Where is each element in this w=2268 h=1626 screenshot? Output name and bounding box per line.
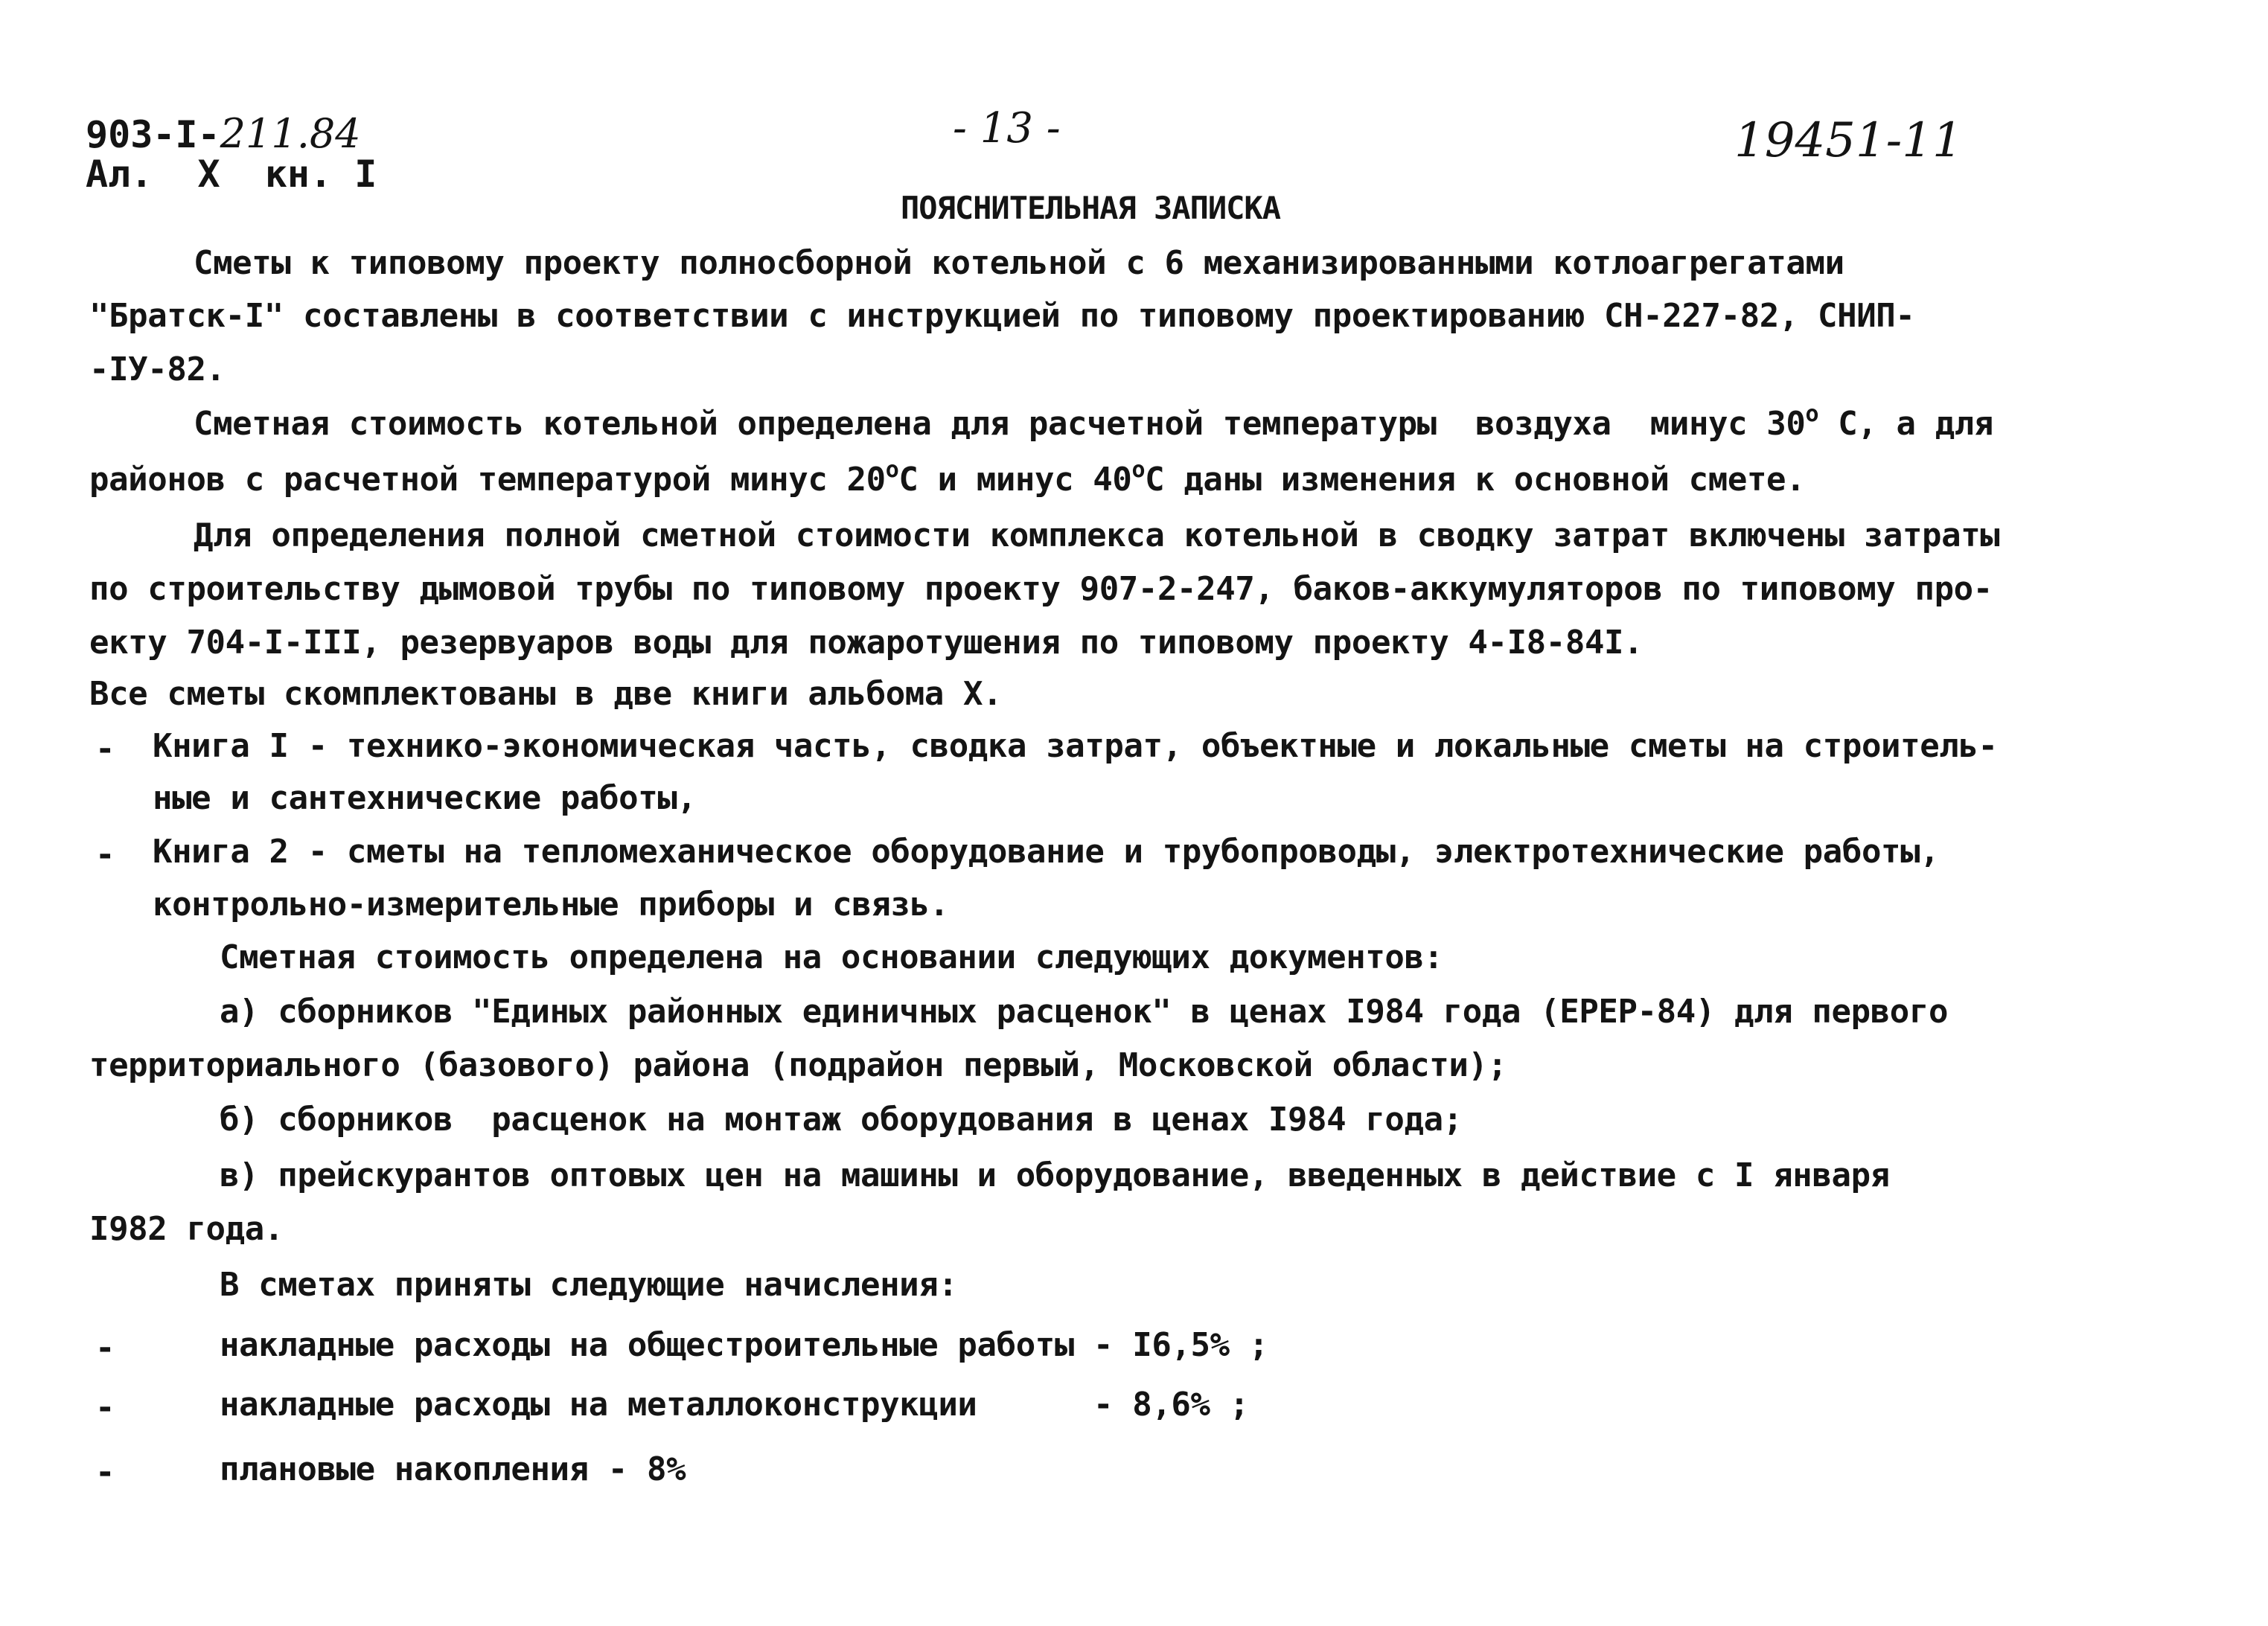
text-segment: ные и сантехнические работы, <box>153 779 697 817</box>
text-line <box>194 401 1993 443</box>
doc-code-typed: 903-I- <box>86 113 220 156</box>
text-segment: территориального (базового) района (подрайон первый, Московской области); <box>89 1046 1507 1084</box>
text-line <box>153 779 697 817</box>
text-segment: в) прейскурантов оптовых цен на машины и оборудование, введенных в действие с I января <box>220 1156 1890 1194</box>
text-line <box>194 244 1844 282</box>
page-title: ПОЯСНИТЕЛЬНАЯ ЗАПИСКА <box>901 190 1281 226</box>
page-number: - 13 - <box>953 104 1061 153</box>
text-segment: накладные расходы на общестроительные работы - I6,5% ; <box>220 1326 1268 1364</box>
text-line <box>153 727 1998 765</box>
album-line: Ал. X кн. I <box>86 153 377 196</box>
text-line <box>220 1450 686 1488</box>
text-line <box>89 570 1993 608</box>
text-segment: районов с расчетной температурой минус 20 <box>89 461 886 499</box>
text-segment: Книга 2 - сметы на тепломеханическое оборудование и трубопроводы, электротехнические работы, <box>153 833 1940 871</box>
text-line <box>220 1386 1249 1424</box>
text-segment: -IУ-82. <box>89 351 226 388</box>
doc-code <box>86 110 361 157</box>
text-line <box>89 624 1643 662</box>
text-line <box>220 993 1949 1031</box>
text-segment: В сметах приняты следующие начисления: <box>220 1266 958 1304</box>
list-dash: - <box>95 1453 115 1491</box>
text-segment: С, а для <box>1818 405 1993 443</box>
text-segment: Все сметы скомплектованы в две книги альбома X. <box>89 675 1003 713</box>
text-segment: Сметы к типовому проекту полносборной котельной с 6 механизированными котлоагрегатами <box>194 244 1844 282</box>
text-line <box>220 1156 1890 1194</box>
text-line <box>89 353 226 386</box>
text-line <box>89 1046 1507 1084</box>
text-line <box>220 1326 1268 1364</box>
text-segment: плановые накопления - 8% <box>220 1450 686 1488</box>
text-segment: Сметная стоимость определена на основании следующих документов: <box>220 938 1443 976</box>
text-line <box>89 675 1003 713</box>
doc-number: 19451-11 <box>1734 113 1963 168</box>
text-segment: а) сборников "Единых районных единичных расценок" в ценах I984 года (ЕРЕР-84) для первого <box>220 993 1949 1031</box>
list-dash: - <box>95 1329 115 1367</box>
text-segment: екту 704-I-III, резервуаров воды для пожаротушения по типовому проекту 4-I8-84I. <box>89 624 1643 662</box>
text-segment: Сметная стоимость котельной определена для расчетной температуры воздуха минус 30 <box>194 405 1806 443</box>
text-line <box>89 297 1915 335</box>
text-segment: по строительству дымовой трубы по типовому проекту 907-2-247, баков-аккумуляторов по типовому про- <box>89 570 1993 608</box>
text-line <box>89 1210 284 1248</box>
list-dash: - <box>95 1389 115 1427</box>
text-segment: Книга I - технико-экономическая часть, сводка затрат, объектные и локальные сметы на строитель- <box>153 727 1998 765</box>
text-line <box>89 457 1806 499</box>
text-line <box>194 516 2000 554</box>
text-segment: контрольно-измерительные приборы и связь. <box>153 886 949 924</box>
text-segment: Для определения полной сметной стоимости комплекса котельной в сводку затрат включены затраты <box>194 516 2000 554</box>
text-line <box>220 938 1443 976</box>
text-line <box>153 833 1940 871</box>
list-dash: - <box>95 836 115 874</box>
text-segment: накладные расходы на металлоконструкции - 8,6% ; <box>220 1386 1249 1424</box>
text-line <box>220 1266 958 1304</box>
superscript-degree: о <box>1131 457 1146 483</box>
text-line <box>220 1101 1463 1139</box>
text-segment: С даны изменения к основной смете. <box>1145 461 1806 499</box>
doc-code-handwritten: 211.84 <box>220 110 361 157</box>
list-dash: - <box>95 730 115 768</box>
text-segment: С и минус 40 <box>898 461 1132 499</box>
text-segment: "Братск-I" составлены в соответствии с инструкцией по типовому проектированию СН-227-82, СНИП- <box>89 297 1915 335</box>
text-segment: б) сборников расценок на монтаж оборудования в ценах I984 года; <box>220 1101 1463 1139</box>
superscript-degree: о <box>1805 401 1819 427</box>
superscript-degree: о <box>885 457 899 483</box>
text-line <box>153 886 949 924</box>
text-segment: I982 года. <box>89 1210 284 1248</box>
